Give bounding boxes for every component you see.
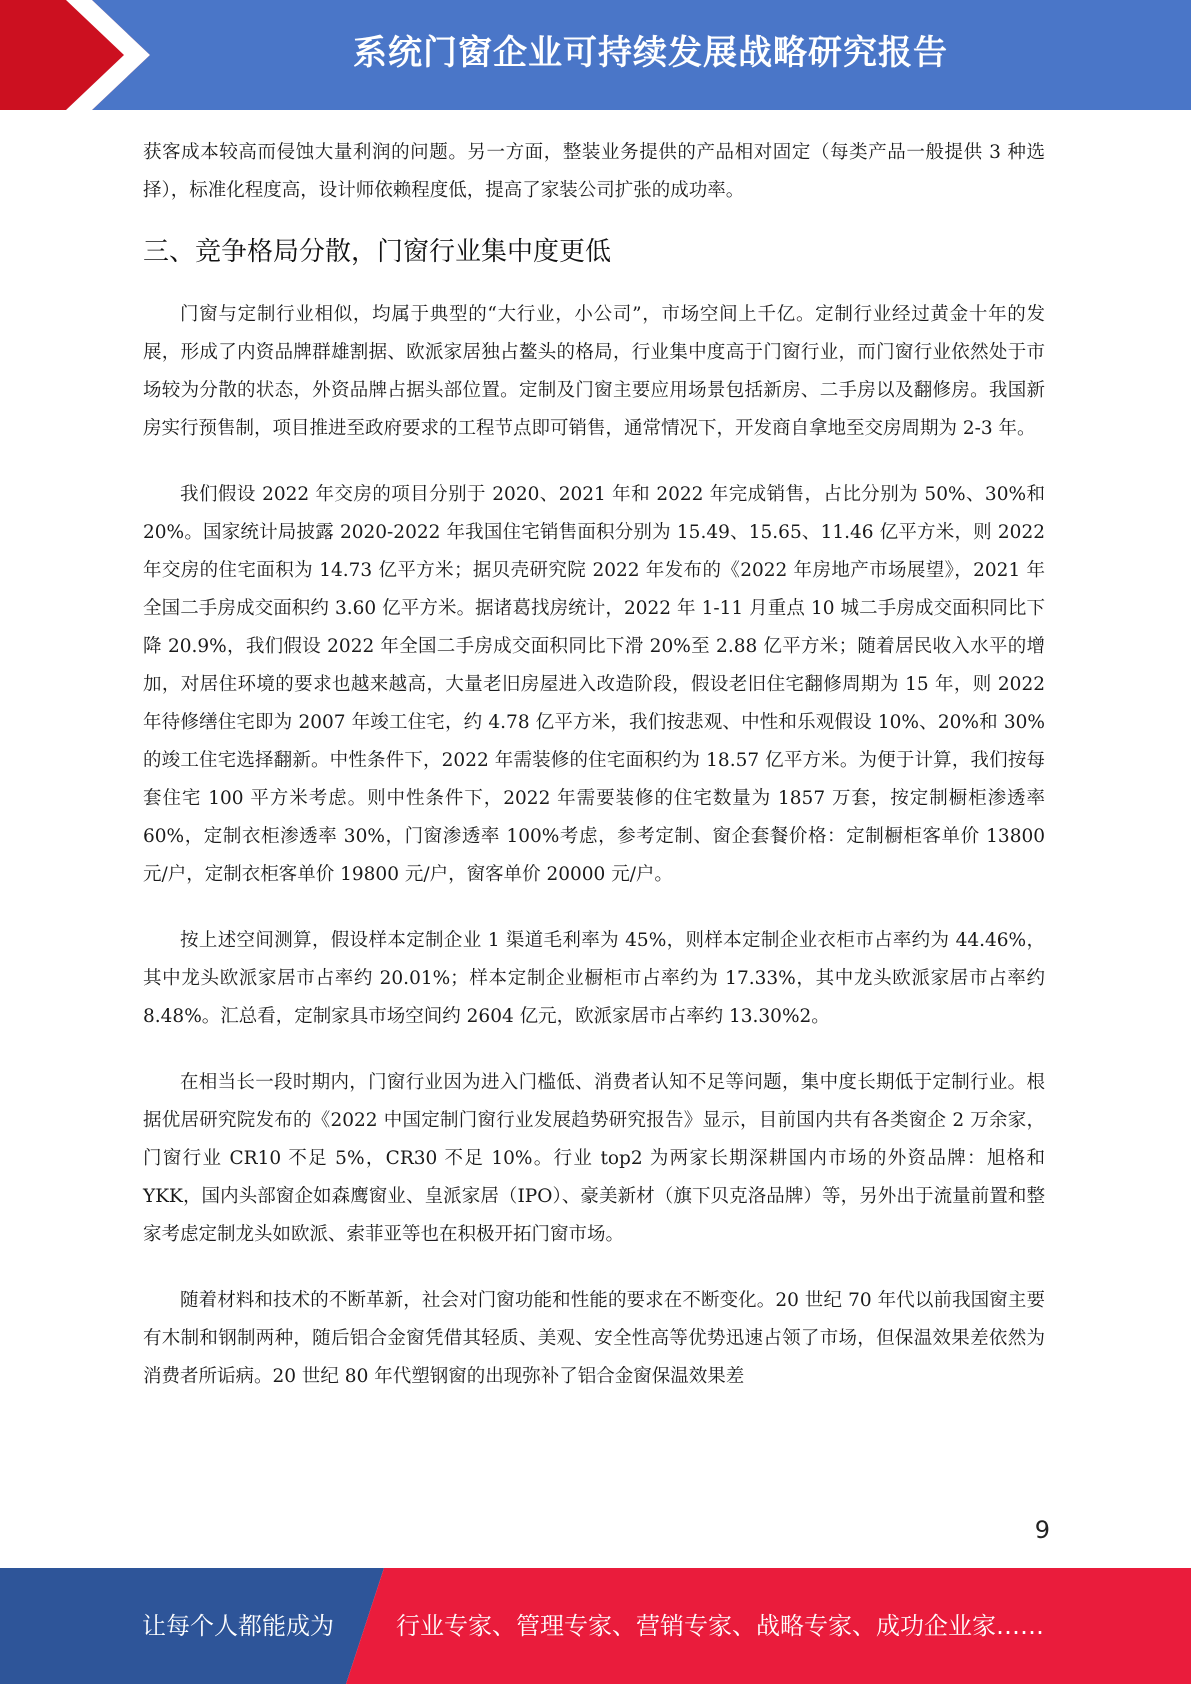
- page-header: [0, 0, 1191, 110]
- paragraph: 随着材料和技术的不断革新，社会对门窗功能和性能的要求在不断变化。20 世纪 70 年代以前我国窗主要有木制和钢制两种，随后铝合金窗凭借其轻质、美观、安全性高等优势迅速占领了市场，但保温效果差依然为消费者所诟病。20 世纪 80 年代塑钢窗的出现弥补了铝合金窗保温效果差: [143, 1290, 1045, 1387]
- footer-slogan-right: 行业专家、管理专家、营销专家、战略专家、成功企业家……: [396, 1612, 1044, 1640]
- document-body: [143, 134, 1045, 1396]
- paragraph: 门窗与定制行业相似，均属于典型的“大行业，小公司”，市场空间上千亿。定制行业经过黄金十年的发展，形成了内资品牌群雄割据、欧派家居独占鳌头的格局，行业集中度高于门窗行业，而门窗行业依然处于市场较为分散的状态，外资品牌占据头部位置。定制及门窗主要应用场景包括新房、二手房以及翻修房。我国新房实行预售制，项目推进至政府要求的工程节点即可销售，通常情况下，开发商自拿地至交房周期为 2-3 年。: [143, 304, 1045, 439]
- paragraph-continuation: 获客成本较高而侵蚀大量利润的问题。另一方面，整装业务提供的产品相对固定（每类产品一般提供 3 种选择），标准化程度高，设计师依赖程度低，提高了家装公司扩张的成功率。: [143, 142, 1045, 201]
- report-title: 系统门窗企业可持续发展战略研究报告: [353, 33, 948, 73]
- footer-slogan-left: 让每个人都能成为: [142, 1612, 334, 1640]
- page-number: 9: [1034, 1516, 1050, 1544]
- paragraph: 在相当长一段时期内，门窗行业因为进入门槛低、消费者认知不足等问题，集中度长期低于定制行业。根据优居研究院发布的《2022 中国定制门窗行业发展趋势研究报告》显示，目前国内共有各类窗企 2 万余家，门窗行业 CR10 不足 5%，CR30 不足 10%。行业 top2 为两家长期深耕国内市场的外资品牌：旭格和 YKK，国内头部窗企如森鹰窗业、皇派家居（IPO）、豪美新材（旗下贝克洛品牌）等，另外出于流量前置和整家考虑定制龙头如欧派、索菲亚等也在积极开拓门窗市场。: [143, 1072, 1045, 1245]
- paragraph: 我们假设 2022 年交房的项目分别于 2020、2021 年和 2022 年完成销售，占比分别为 50%、30%和 20%。国家统计局披露 2020-2022 年我国住宅销售面积分别为 15.49、15.65、11.46 亿平方米，则 2022 年交房的住宅面积为 14.73 亿平方米；据贝壳研究院 2022 年发布的《2022 年房地产市场展望》，2021 年全国二手房成交面积约 3.60 亿平方米。据诸葛找房统计，2022 年 1-11 月重点 10 城二手房成交面积同比下降 20.9%，我们假设 2022 年全国二手房成交面积同比下滑 20%至 2.88 亿平方米；随着居民收入水平的增加，对居住环境的要求也越来越高，大量老旧房屋进入改造阶段，假设老旧住宅翻修周期为 15 年，则 2022 年待修缮住宅即为 2007 年竣工住宅，约 4.78 亿平方米，我们按悲观、中性和乐观假设 10%、20%和 30%的竣工住宅选择翻新。中性条件下，2022 年需装修的住宅面积约为 18.57 亿平方米。为便于计算，我们按每套住宅 100 平方米考虑。则中性条件下，2022 年需要装修的住宅数量为 1857 万套，按定制橱柜渗透率 60%，定制衣柜渗透率 30%，门窗渗透率 100%考虑，参考定制、窗企套餐价格：定制橱柜客单价 13800 元/户，定制衣柜客单价 19800 元/户，窗客单价 20000 元/户。: [143, 484, 1045, 885]
- page-footer: [0, 1568, 1191, 1684]
- paragraph: 按上述空间测算，假设样本定制企业 1 渠道毛利率为 45%，则样本定制企业衣柜市占率约为 44.46%，其中龙头欧派家居市占率约 20.01%；样本定制企业橱柜市占率约为 17.33%，其中龙头欧派家居市占率约 8.48%。汇总看，定制家具市场空间约 2604 亿元，欧派家居市占率约 13.30%2。: [143, 930, 1045, 1027]
- section-heading: 三、竞争格局分散，门窗行业集中度更低: [143, 237, 612, 267]
